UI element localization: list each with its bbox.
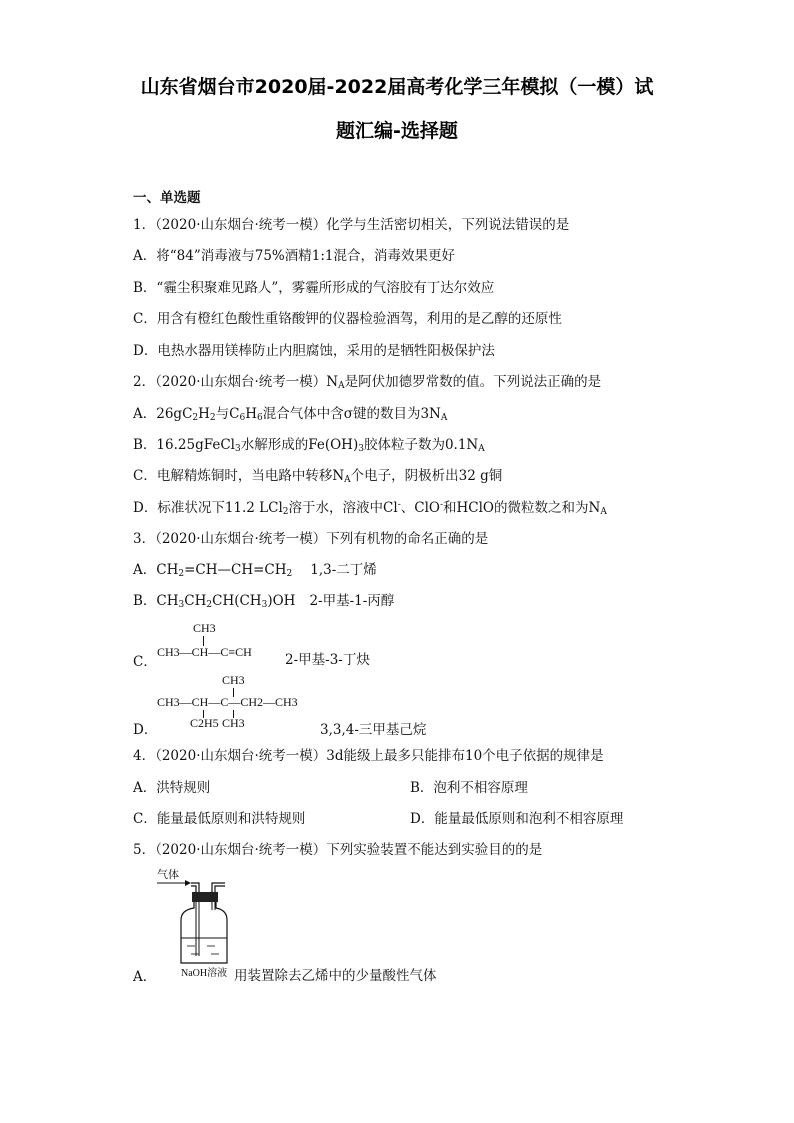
text: A．26gC bbox=[133, 406, 193, 422]
q1-stem: 1．（2020·山东烟台·统考一模）化学与生活密切相关，下列说法错误的是 bbox=[133, 217, 570, 233]
text: 和HClO的微粒数之和为N bbox=[443, 500, 601, 516]
q4-option-a: A．洪特规则 bbox=[133, 780, 211, 796]
text: )OH bbox=[267, 593, 296, 609]
sup: - bbox=[439, 500, 443, 510]
text: 胶体粒子数为0.1N bbox=[363, 437, 479, 453]
q2-stem-text: 2．（2020·山东烟台·统考一模）N bbox=[133, 374, 339, 390]
q3-d-ethyl: C2H5 bbox=[190, 716, 219, 730]
q2-stem bbox=[133, 370, 601, 390]
q4-option-c: C．能量最低原则和洪特规则 bbox=[133, 811, 306, 827]
text: 溶于水，溶液中Cl bbox=[288, 500, 398, 516]
q2-stem-sub: A bbox=[338, 381, 345, 391]
sup: - bbox=[397, 500, 401, 510]
q5-option-a-text: 用装置除去乙烯中的少量酸性气体 bbox=[234, 968, 437, 984]
sub: 6 bbox=[257, 413, 263, 423]
q3-d-main-chain: CH3—CH—C—CH2—CH3 bbox=[157, 695, 298, 709]
text: H bbox=[245, 406, 258, 422]
text: 、ClO bbox=[400, 500, 440, 516]
naoh-solution-label: NaOH溶液 bbox=[181, 968, 228, 979]
sub: A bbox=[344, 475, 351, 485]
sub: 3 bbox=[261, 600, 268, 610]
sub: A bbox=[600, 507, 607, 517]
q3-d-bottom-methyl: CH3 bbox=[222, 716, 245, 730]
sub: A bbox=[478, 444, 485, 454]
text: 个电子，阴极析出32 g铜 bbox=[350, 468, 503, 484]
q3-a-name: 1,3-二丁烯 bbox=[310, 562, 377, 578]
q1-option-a: A．将“84”消毒液与75%酒精1:1混合，消毒效果更好 bbox=[133, 248, 455, 264]
gas-washing-bottle-diagram bbox=[155, 866, 235, 976]
sub: 2 bbox=[206, 600, 213, 610]
gas-washing-bottle-svg bbox=[155, 866, 235, 976]
q3-option-b bbox=[133, 589, 394, 609]
text: =CH—CH=CH bbox=[184, 562, 287, 578]
q3-c-name: 2-甲基-3-丁炔 bbox=[285, 652, 370, 668]
sub: 3 bbox=[178, 600, 185, 610]
text: 水解形成的Fe(OH) bbox=[240, 437, 359, 453]
text: H bbox=[198, 406, 210, 422]
q1-option-b: B．“霾尘积聚难见路人”，雾霾所形成的气溶胶有丁达尔效应 bbox=[133, 280, 495, 296]
q1-option-d: D．电热水器用镁棒防止内胆腐蚀，采用的是牺牲阳极保护法 bbox=[133, 343, 495, 359]
sub: 3 bbox=[234, 444, 241, 454]
text: CH(CH bbox=[212, 593, 262, 609]
q2-stem-text: 是阿伏加德罗常数的值。下列说法正确的是 bbox=[344, 374, 602, 390]
q4-option-b: B．泡利不相容原理 bbox=[410, 780, 528, 796]
q2-option-c bbox=[133, 464, 502, 484]
q5-option-a-label: A． bbox=[133, 969, 157, 985]
text: CH bbox=[184, 593, 207, 609]
sub: 2 bbox=[192, 413, 199, 423]
q3-option-a bbox=[133, 558, 377, 578]
q1-option-c: C．用含有橙红色酸性重铬酸钾的仪器检验酒驾，利用的是乙醇的还原性 bbox=[133, 311, 562, 327]
sub: 2 bbox=[209, 413, 216, 423]
text: D．标准状况下11.2 LCl bbox=[133, 500, 283, 516]
gas-inlet-label: 气体 bbox=[157, 868, 179, 881]
sub: 2 bbox=[282, 507, 289, 517]
sub: 2 bbox=[178, 569, 185, 579]
text: 混合气体中含σ键的数目为3N bbox=[262, 406, 441, 422]
q4-stem: 4．（2020·山东烟台·统考一模）3d能级上最多只能排布10个电子依据的规律是 bbox=[133, 748, 604, 764]
q2-option-a bbox=[133, 402, 447, 422]
q3-b-name: 2-甲基-1-丙醇 bbox=[309, 593, 395, 609]
text: B．CH bbox=[133, 593, 179, 609]
sub: 2 bbox=[286, 569, 293, 579]
q3-option-c-label: C． bbox=[133, 654, 157, 670]
q5-stem: 5．（2020·山东烟台·统考一模）下列实验装置不能达到实验目的的是 bbox=[133, 842, 543, 858]
section-heading: 一、单选题 bbox=[133, 190, 201, 206]
document-title-line1: 山东省烟台市2020届-2022届高考化学三年模拟（一模）试 bbox=[140, 76, 654, 98]
text: A．CH bbox=[133, 562, 179, 578]
text: B．16.25gFeCl bbox=[133, 437, 235, 453]
text: 与C bbox=[215, 406, 240, 422]
text: C．电解精炼铜时，当电路中转移N bbox=[133, 468, 345, 484]
sub: 6 bbox=[239, 413, 246, 423]
q4-option-d: D．能量最低原则和泡利不相容原理 bbox=[410, 811, 624, 827]
q3-c-main-chain: CH3—CH—C≡CH bbox=[157, 645, 252, 659]
q3-d-name: 3,3,4-三甲基己烷 bbox=[320, 722, 427, 738]
document-title-line2: 题汇编-选择题 bbox=[336, 120, 458, 142]
sub: 3 bbox=[358, 444, 364, 454]
q3-c-top-methyl: CH3 bbox=[193, 621, 216, 635]
q2-option-b bbox=[133, 433, 485, 453]
q3-stem: 3．（2020·山东烟台·统考一模）下列有机物的命名正确的是 bbox=[133, 531, 489, 547]
sub: A bbox=[440, 413, 448, 423]
q3-d-top-methyl: CH3 bbox=[222, 673, 245, 687]
q3-option-d-label: D． bbox=[133, 722, 158, 738]
q2-option-d bbox=[133, 496, 607, 516]
